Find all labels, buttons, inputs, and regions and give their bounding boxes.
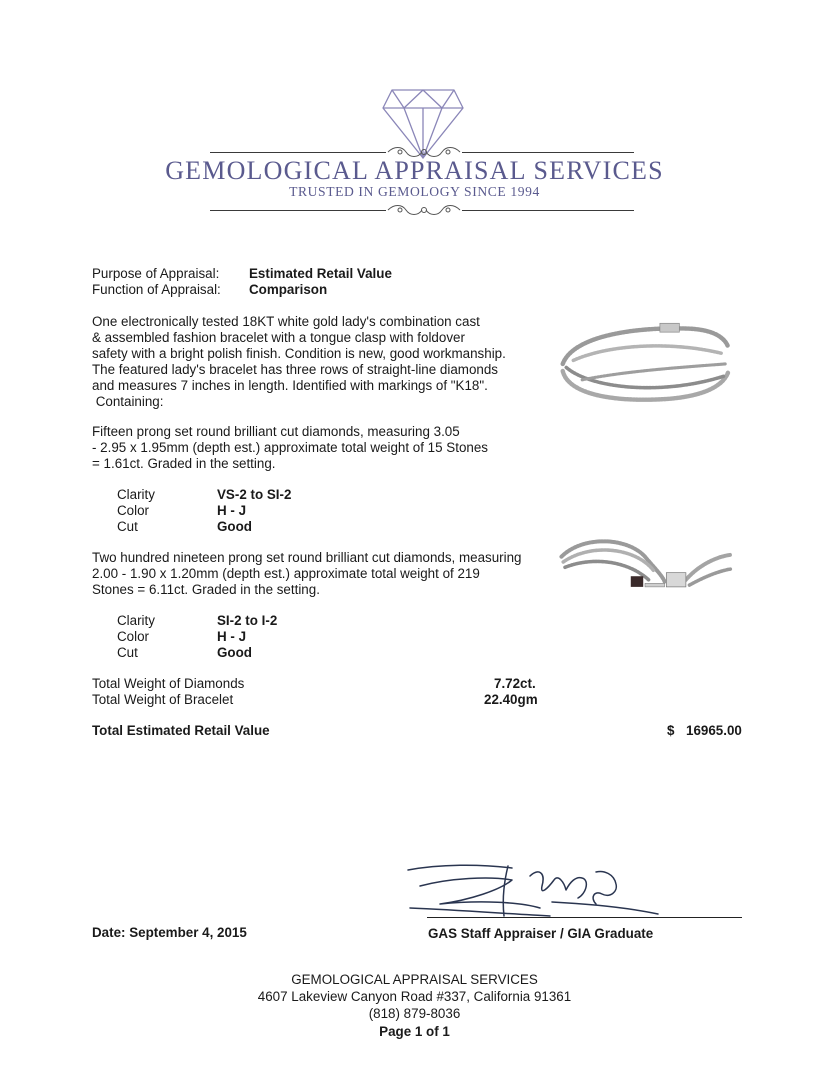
purpose-value: Estimated Retail Value <box>249 266 392 281</box>
appraiser-title: GAS Staff Appraiser / GIA Graduate <box>428 926 654 941</box>
grade-label-cut: Cut <box>117 645 138 660</box>
scroll-ornament-icon <box>386 203 462 217</box>
description-line: & assembled fashion bracelet with a tongue clasp with foldover <box>92 330 465 345</box>
grade-label-color: Color <box>117 503 149 518</box>
total-retail-label: Total Estimated Retail Value <box>92 723 270 738</box>
grade-label-cut: Cut <box>117 519 138 534</box>
company-name: GEMOLOGICAL APPRAISAL SERVICES <box>165 156 664 185</box>
stone-group-2-text: Stones = 6.11ct. Graded in the setting. <box>92 582 320 597</box>
grade-label-clarity: Clarity <box>117 613 155 628</box>
letterhead-top-rule-left <box>210 152 386 153</box>
grade-value-clarity: VS-2 to SI-2 <box>217 487 292 502</box>
stone-group-1-text: - 2.95 x 1.95mm (depth est.) approximate total weight of 15 Stones <box>92 440 488 455</box>
description-line: and measures 7 inches in length. Identified with markings of "K18". <box>92 378 488 393</box>
page-number: Page 1 of 1 <box>379 1024 450 1039</box>
grade-value-cut: Good <box>217 519 252 534</box>
signature-line <box>427 917 742 918</box>
function-value: Comparison <box>249 282 328 297</box>
total-diamonds-value: 7.72ct. <box>494 676 536 691</box>
description-line: One electronically tested 18KT white gold lady's combination cast <box>92 314 480 329</box>
grade-value-clarity: SI-2 to I-2 <box>217 613 278 628</box>
total-bracelet-label: Total Weight of Bracelet <box>92 692 234 707</box>
stone-group-1-text: = 1.61ct. Graded in the setting. <box>92 456 276 471</box>
grade-label-color: Color <box>117 629 149 644</box>
letterhead-top-rule-right <box>462 152 634 153</box>
letterhead-bottom-rule-right <box>462 210 634 211</box>
purpose-label: Purpose of Appraisal: <box>92 266 220 281</box>
footer-company: GEMOLOGICAL APPRAISAL SERVICES <box>291 972 538 987</box>
total-retail-currency: $ <box>667 723 675 738</box>
stone-group-1-text: Fifteen prong set round brilliant cut diamonds, measuring 3.05 <box>92 424 460 439</box>
letterhead-bottom-rule-left <box>210 210 386 211</box>
grade-label-clarity: Clarity <box>117 487 155 502</box>
footer-phone: (818) 879-8036 <box>368 1006 461 1021</box>
total-retail-value: 16965.00 <box>686 723 742 738</box>
grade-value-cut: Good <box>217 645 252 660</box>
total-bracelet-value: 22.40gm <box>484 692 538 707</box>
description-line: The featured lady's bracelet has three rows of straight-line diamonds <box>92 362 498 377</box>
grade-value-color: H - J <box>217 503 247 518</box>
stone-group-2-text: Two hundred nineteen prong set round brilliant cut diamonds, measuring <box>92 550 522 565</box>
grade-value-color: H - J <box>217 629 247 644</box>
bracelet-photo-top <box>546 318 742 424</box>
footer-address: 4607 Lakeview Canyon Road #337, California 91361 <box>257 989 572 1004</box>
function-label: Function of Appraisal: <box>92 282 221 297</box>
stone-group-2-text: 2.00 - 1.90 x 1.20mm (depth est.) approximate total weight of 219 <box>92 566 480 581</box>
total-diamonds-label: Total Weight of Diamonds <box>92 676 245 691</box>
description-line: safety with a bright polish finish. Condition is new, good workmanship. <box>92 346 506 361</box>
description-line: Containing: <box>92 394 164 409</box>
company-tagline: TRUSTED IN GEMOLOGY SINCE 1994 <box>289 184 540 199</box>
appraisal-date: Date: September 4, 2015 <box>92 925 247 940</box>
bracelet-photo-clasp <box>548 530 742 610</box>
